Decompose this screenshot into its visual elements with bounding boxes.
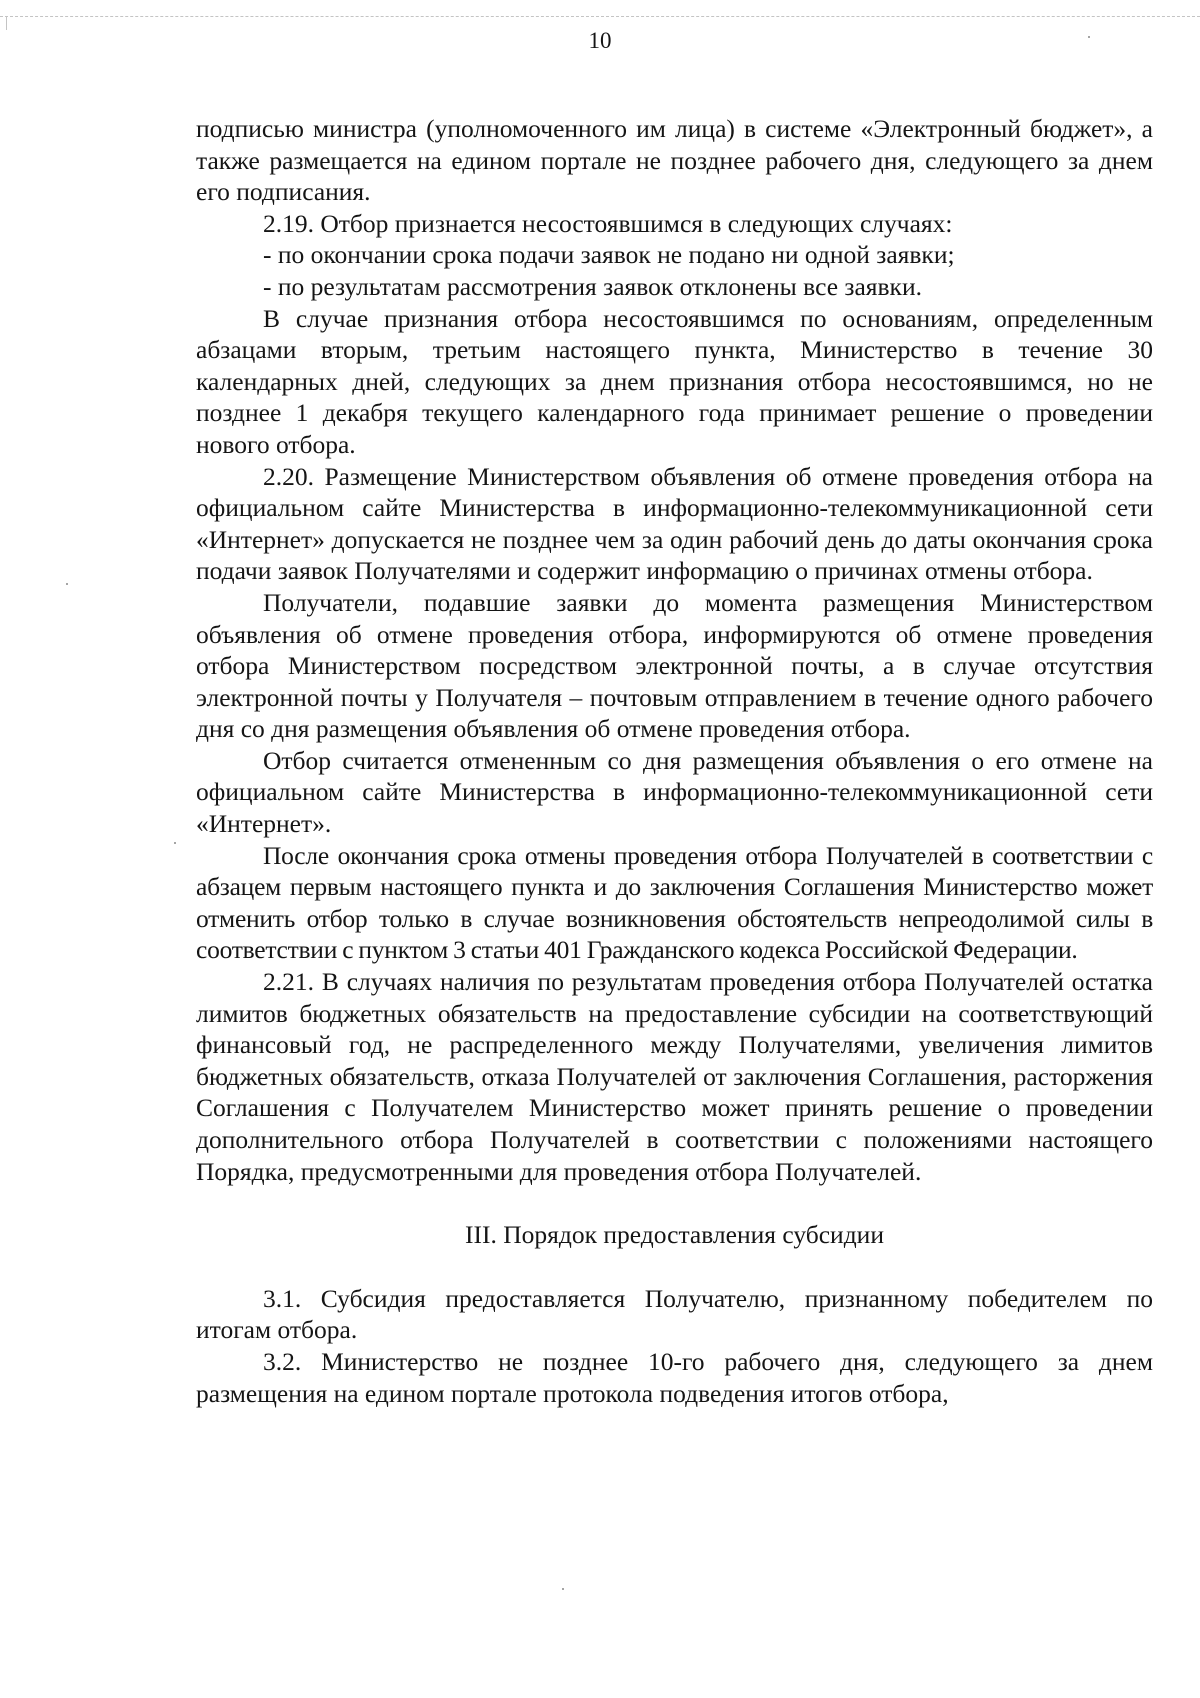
scan-speck <box>1088 36 1090 38</box>
paragraph-3-2: 3.2. Министерство не позднее 10-го рабочего дня, следующего за днем размещения на едином портале протокола подведения итогов отбора, <box>196 1346 1153 1408</box>
page-number: 10 <box>588 28 612 53</box>
scan-speck <box>562 1588 564 1590</box>
paragraph-2-21: 2.21. В случаях наличия по результатам проведения отбора Получателей остатка лимитов бюджетных обязательств на предоставление субсидии на соответствующий финансовый год, не распределенного между Получателями, увеличения лимитов бюджетных обязательств, отказа Получателей от заключения Соглашения, расторжения Соглашения с Получателем Министерство может принять решение о проведении дополнительного отбора Получателей в соответствии с положениями настоящего Порядка, предусмотренными для проведения отбора Получателей. <box>196 967 1153 1186</box>
paragraph-selection-cancelled: Отбор считается отмененным со дня размещения объявления о его отмене на официальном сайте Министерства в информационно-телекоммуникационной сети «Интернет». <box>196 745 1153 839</box>
paragraph-force-majeure: После окончания срока отмены проведения отбора Получателей в соответствии с абзацем первым настоящего пункта и до заключения Соглашения Министерство может отменить отбор только в случае возникновения обстоятельств непреодолимой силы в соответствии с пунктом 3 статьи 401 Гражданского кодекса Российской Федерации. <box>196 840 1153 965</box>
scan-speck <box>66 583 68 585</box>
paragraph-failed-selection: В случае признания отбора несостоявшимся по основаниям, определенным абзацами вторым, третьим настоящего пункта, Министерство в течение 30 календарных дней, следующих за днем признания отбора несостоявшимся, но не позднее 1 декабря текущего календарного года принимает решение о проведении нового отбора. <box>196 303 1153 459</box>
document-body <box>196 113 1153 1409</box>
paragraph-3-1: 3.1. Субсидия предоставляется Получателю, признанному победителем по итогам отбора. <box>196 1283 1153 1345</box>
section-heading: III. Порядок предоставления субсидии <box>465 1220 884 1250</box>
list-item-no-applications: - по окончании срока подачи заявок не подано ни одной заявки; <box>263 240 955 270</box>
scan-speck <box>174 842 176 844</box>
list-item-all-rejected: - по результатам рассмотрения заявок отклонены все заявки. <box>263 271 922 301</box>
paragraph-recipients-informed: Получатели, подавшие заявки до момента размещения Министерством объявления об отмене проведения отбора, информируются об отмене проведения отбора Министерством посредством электронной почты, а в случае отсутствия электронной почты у Получателя – почтовым отправлением в течение одного рабочего дня со дня размещения объявления об отмене проведения отбора. <box>196 587 1153 744</box>
paragraph-continuation: подписью министра (уполномоченного им лица) в системе «Электронный бюджет», а также размещается на едином портале не позднее рабочего дня, следующего за днем его подписания. <box>196 114 1153 207</box>
scan-top-edge <box>0 16 1200 17</box>
paragraph-2-20: 2.20. Размещение Министерством объявления об отмене проведения отбора на официальном сайте Министерства в информационно-телекоммуникационной сети «Интернет» допускается не позднее чем за один рабочий день до даты окончания срока подачи заявок Получателями и содержит информацию о причинах отмены отбора. <box>196 461 1153 586</box>
paragraph-2-19: 2.19. Отбор признается несостоявшимся в следующих случаях: <box>263 208 953 238</box>
